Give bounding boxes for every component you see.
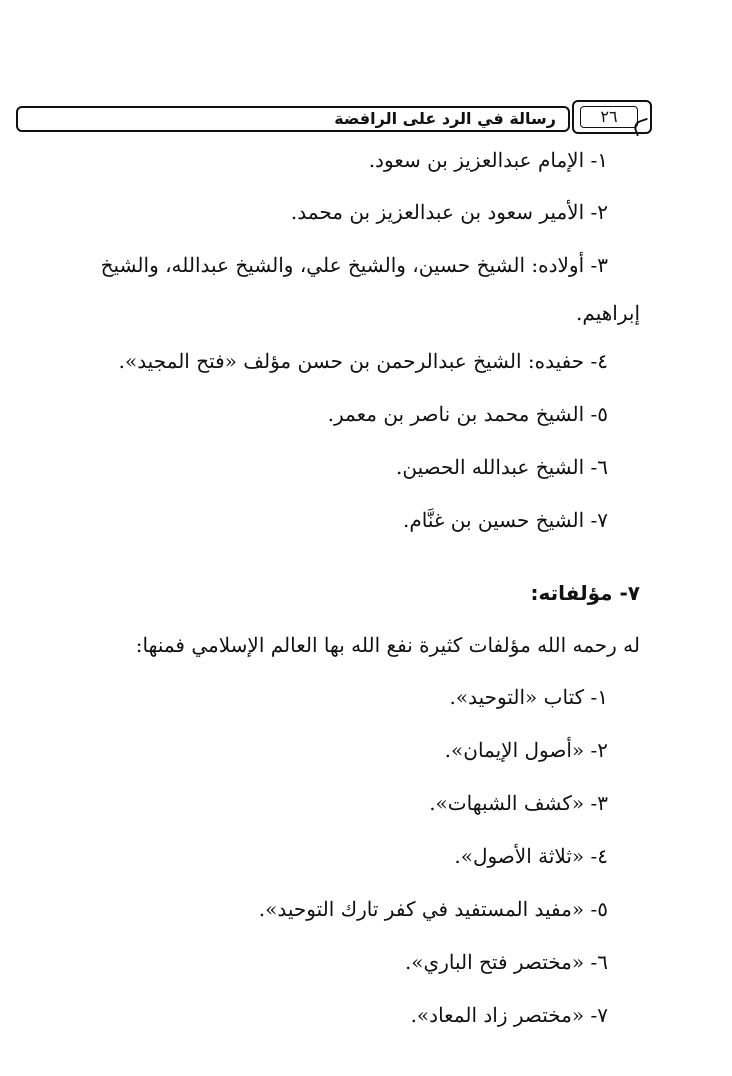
page-header (16, 100, 652, 134)
student-line-4: ٤- حفيده: الشيخ عبدالرحمن بن حسن مؤلف «فتح المجيد». (118, 349, 608, 373)
work-item-1: ١- كتاب «التوحيد». (449, 685, 608, 709)
work-item-5: ٥- «مفيد المستفيد في كفر تارك التوحيد». (258, 897, 608, 921)
work-item-3: ٣- «كشف الشبهات». (429, 791, 608, 815)
book-title: رسالة في الرد على الرافضة (334, 109, 556, 128)
work-item-2: ٢- «أصول الإيمان». (444, 738, 608, 762)
works-heading: ٧- مؤلفاته: (530, 581, 640, 605)
student-line-3-continued: إبراهيم. (576, 301, 640, 325)
student-line-1: ١- الإمام عبدالعزيز بن سعود. (368, 148, 608, 172)
title-box (16, 106, 570, 132)
student-line-5: ٥- الشيخ محمد بن ناصر بن معمر. (327, 402, 608, 426)
page-number: ٢٦ (600, 107, 618, 126)
student-line-6: ٦- الشيخ عبدالله الحصين. (396, 455, 608, 479)
page-number-tab (572, 100, 652, 134)
student-line-2: ٢- الأمير سعود بن عبدالعزيز بن محمد. (290, 200, 608, 224)
work-item-6: ٦- «مختصر فتح الباري». (404, 950, 608, 974)
work-item-7: ٧- «مختصر زاد المعاد». (410, 1003, 608, 1027)
work-item-4: ٤- «ثلاثة الأصول». (454, 844, 608, 868)
student-line-3: ٣- أولاده: الشيخ حسين، والشيخ علي، والشيخ عبدالله، والشيخ (100, 253, 608, 277)
student-line-7: ٧- الشيخ حسين بن غنَّام. (403, 508, 608, 532)
page-number-box (580, 106, 638, 128)
works-intro: له رحمه الله مؤلفات كثيرة نفع الله بها العالم الإسلامي فمنها: (135, 633, 640, 657)
